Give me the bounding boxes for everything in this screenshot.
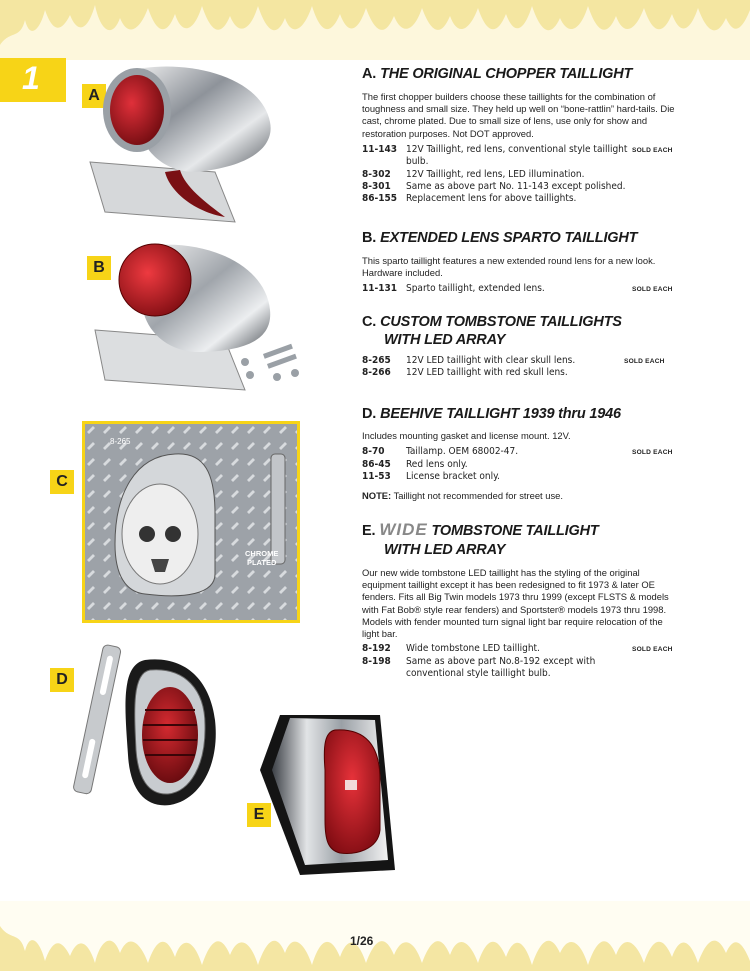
- section-c-parts: [362, 355, 682, 380]
- part-row: [362, 169, 682, 181]
- part-number: 8-266: [362, 367, 391, 379]
- part-desc: Red lens only.: [406, 458, 468, 470]
- part-number: 8-301: [362, 181, 391, 193]
- sold-each-label: SOLD EACH: [632, 449, 673, 457]
- part-row: [362, 283, 682, 295]
- section-a-desc: The first chopper builders choose these taillights for the combination of toughness and small size. They held up well on “bone-rattlin” hard-tails. Die cast, chrome plated. Due to small size of lens, use only for show and restoration purposes. Not DOT approved.: [362, 91, 675, 139]
- section-d-title-text: BEEHIVE TAILLIGHT 1939 thru 1946: [380, 406, 621, 422]
- part-row: [362, 459, 682, 471]
- section-c-title: [362, 314, 682, 330]
- part-row: [362, 355, 682, 367]
- section-d-desc: Includes mounting gasket and license mount. 12V.: [362, 430, 571, 441]
- part-row: [362, 643, 682, 655]
- photo-chopper-taillight: [85, 62, 280, 227]
- part-row: [362, 367, 682, 379]
- section-e-title-wide: WIDE: [379, 520, 428, 539]
- part-number: 86-45: [362, 458, 391, 470]
- page-number: 1/26: [350, 934, 374, 948]
- part-desc: Taillamp. OEM 68002-47.: [406, 446, 519, 458]
- section-e-title: [362, 520, 682, 540]
- badge-a: A: [82, 84, 106, 108]
- section-c-title-line2: WITH LED ARRAY: [384, 332, 506, 348]
- section-c: [362, 314, 682, 380]
- sold-each-label: SOLD EACH: [632, 646, 673, 654]
- section-e-letter: E.: [362, 523, 376, 539]
- part-desc: 12V Taillight, red lens, LED illumination.: [406, 168, 585, 180]
- part-number: 8-192: [362, 643, 391, 655]
- badge-b: B: [87, 256, 111, 280]
- plated-line-2: PLATED: [246, 558, 277, 567]
- plated-line-1: CHROME: [245, 549, 279, 558]
- part-number: 8-302: [362, 168, 391, 180]
- part-desc: License bracket only.: [406, 471, 500, 483]
- part-desc: Sparto taillight, extended lens.: [406, 283, 545, 295]
- part-number: 11-131: [362, 283, 398, 295]
- section-a-title-text: THE ORIGINAL CHOPPER TAILLIGHT: [380, 66, 633, 82]
- chapter-tab: [0, 58, 66, 102]
- section-e-title-line2: WITH LED ARRAY: [384, 542, 506, 558]
- part-row: [362, 181, 682, 193]
- section-d-note: [362, 490, 682, 501]
- section-a-parts: [362, 144, 682, 206]
- section-c-letter: C.: [362, 314, 377, 330]
- section-b-title-text: EXTENDED LENS SPARTO TAILLIGHT: [380, 230, 638, 246]
- sold-each-label: SOLD EACH: [624, 358, 665, 365]
- section-b-letter: B.: [362, 230, 377, 246]
- section-d: [362, 406, 682, 501]
- part-row: [362, 656, 682, 681]
- note-text: Taillight not recommended for street use.: [391, 490, 563, 502]
- sold-each-label: SOLD EACH: [632, 146, 673, 154]
- section-b-desc: This sparto taillight features a new extended round lens for a new look. Hardware included.: [362, 255, 656, 279]
- photo-beehive-taillight: [60, 640, 230, 810]
- section-e-desc: Our new wide tombstone LED taillight has the styling of the original equipment taillight except it has been redesigned to fit 1973 & later OE fenders. Fits all Big Twin models 1973 thru 1999 (except FLSTS & models with Fat Bob® style rear fenders) and Sportster® models 1973 thru 1998. Models with fender mounted turn signal light bar require relocation of the light bar.: [362, 567, 669, 640]
- section-a: [362, 66, 682, 206]
- part-desc: Same as above part No. 11-143 except polished.: [406, 181, 626, 193]
- section-e-parts: [362, 643, 682, 680]
- part-row: [362, 144, 682, 169]
- part-number: 8-265: [362, 355, 391, 366]
- part-desc: Wide tombstone LED taillight.: [406, 643, 540, 655]
- part-number: 8-198: [362, 655, 391, 667]
- part-number: 86-155: [362, 193, 398, 205]
- section-a-letter: A.: [362, 66, 377, 82]
- part-desc: 12V Taillight, red lens, conventional style taillight bulb.: [406, 143, 628, 168]
- photo-c-part-label: 8-265: [110, 437, 131, 446]
- badge-d: D: [50, 668, 74, 692]
- section-a-title: [362, 66, 682, 82]
- section-b-parts: [362, 283, 682, 295]
- badge-c: C: [50, 470, 74, 494]
- section-b: [362, 230, 682, 296]
- section-c-title-line1: CUSTOM TOMBSTONE TAILLIGHTS: [380, 314, 622, 330]
- badge-e: E: [247, 803, 271, 827]
- section-d-letter: D.: [362, 406, 377, 422]
- part-row: [362, 446, 682, 458]
- part-number: 11-143: [362, 143, 398, 155]
- section-e-title-line1: TOMBSTONE TAILLIGHT: [427, 523, 599, 539]
- part-desc: Replacement lens for above taillights.: [406, 193, 577, 205]
- part-desc: 12V LED taillight with red skull lens.: [406, 367, 568, 379]
- part-number: 8-70: [362, 446, 385, 458]
- section-e: [362, 520, 682, 680]
- photo-c-plated-label: [245, 549, 278, 567]
- section-d-parts: [362, 446, 682, 483]
- photo-tombstone-taillight: [82, 421, 300, 623]
- flame-border-bottom: [0, 901, 750, 971]
- part-row: [362, 471, 682, 483]
- section-d-title: [362, 406, 682, 422]
- flame-border-top: [0, 0, 750, 60]
- part-desc: Same as above part No.8-192 except with conventional style taillight bulb.: [406, 655, 596, 680]
- note-label: NOTE:: [362, 490, 392, 502]
- section-b-title: [362, 230, 682, 246]
- sold-each-label: SOLD EACH: [632, 286, 673, 294]
- part-row: [362, 193, 682, 205]
- photo-wide-tombstone-taillight: [260, 710, 400, 880]
- chapter-number: 1: [22, 60, 40, 96]
- photo-sparto-taillight: [85, 240, 330, 392]
- part-desc: 12V LED taillight with clear skull lens.: [406, 355, 576, 366]
- part-number: 11-53: [362, 471, 391, 483]
